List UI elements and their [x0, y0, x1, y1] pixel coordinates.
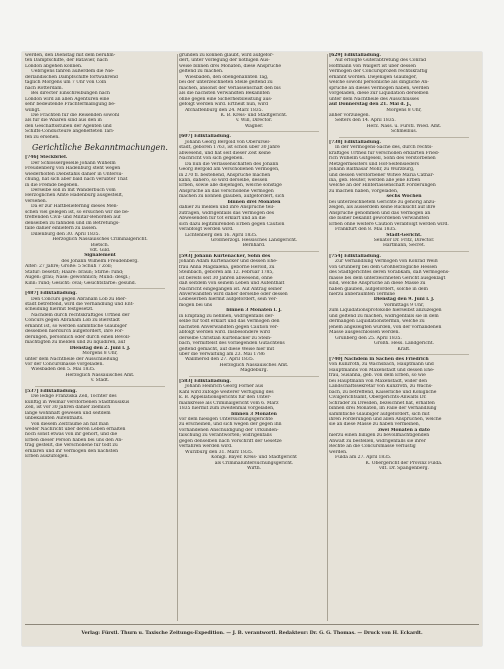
text-line: Von diesem Zeitraume an hat man: [31, 421, 109, 427]
text-line: schen viel gelegen ist, so ersuchen wir die be-: [25, 209, 130, 215]
text-line: ten Dampfschiffe, der Batavier, nach: [25, 58, 108, 64]
text-line: zum Liquidationsprotokolle hierselbst anzuzeigen: [329, 308, 442, 314]
text-line: derländischen Dampfschiffe fortwährend: [25, 74, 118, 80]
text-line: unter dem Nachtheile des Ausschlusses: [329, 96, 419, 102]
text-line: Herz. Nass. u. Fürstl. Wied. Amt.: [366, 123, 442, 129]
text-line: in die Fremde begeben.: [25, 182, 79, 188]
text-line: mögen bei uns: [179, 302, 213, 308]
text-line: [487] Ediktalladung.: [25, 291, 77, 297]
text-line: als die nächsten Verwandten Bekannten: [179, 91, 270, 97]
text-line: Nachricht eingegangen ist. Auf Antrag seiner: [179, 286, 282, 292]
text-line: sehr bedeutende Frachtermäßigung be-: [25, 102, 116, 108]
text-line: 1835 hiermit zum zweitenmal vorgeladen,: [179, 406, 275, 412]
text-line: lange wohnhaft gewesen und seitdem: [25, 410, 111, 416]
column-divider: [177, 54, 178, 621]
text-line: nächsten Anverwandten gegen Caution ver-: [179, 324, 279, 330]
text-line: hierzu einen billigen zu bevollmächtigenden: [329, 433, 430, 439]
text-line: Senator Dr. Fritz, Director.: [373, 237, 435, 243]
text-line: Alter: 27 Jahre; Größe: 5 Schuh 7 Zoll;: [25, 264, 113, 270]
text-line: machen zu können glauben, aufgefordert, sich: [179, 194, 285, 200]
text-line: Derselbe soll in mit Wanderbuch vom: [31, 187, 116, 193]
text-line: sich dazu legitimirenden Erben gegen Caution: [179, 221, 285, 227]
text-line: Da nun die Verlassenschaften des Johann: [185, 161, 279, 167]
text-line: zutragen, widrigenfalls das Vermögen des: [179, 210, 275, 216]
text-line: masse bei dem unterzeichneten Gericht ausgeklagt: [329, 275, 446, 281]
text-line: Morgens 8 Uhr,: [386, 107, 422, 113]
text-line: verabfolgt werden wird.: [179, 227, 234, 233]
text-line: zu machen haben, vorgeladen,: [329, 188, 399, 194]
text-line: Hartmann, Secret.: [382, 243, 426, 249]
text-line: Kahl wird zufolge weiterer Verfügung des: [179, 389, 274, 395]
text-line: anher vorzulegen.: [329, 112, 370, 118]
text-line: fälschung zu verantworten; widrigenfalls: [179, 433, 272, 439]
text-line: unbekannten Aufenthalts.: [25, 416, 84, 422]
text-line: Hoffmann von Wälgert ist über dessen: [329, 63, 416, 69]
text-line: Concurs gegen Abraham Löb zu Bierstadt: [25, 318, 120, 324]
text-line: die bisher bekannt gewordenen verwandten: [329, 216, 429, 222]
text-line: Johann Heinrich Georg Förner aus: [185, 384, 264, 390]
text-line: Ansprüche genommen und das Vermögen an: [329, 210, 431, 216]
text-line: fen zu ersehen.: [25, 134, 60, 140]
text-line: wiederholten Diebstahls dahier in Untersu-: [25, 171, 123, 177]
text-line: chung, hat sich aber bald nach verübter That: [25, 177, 128, 183]
text-line: frau Anna Magdalena, geborne Herold, zu: [179, 264, 275, 270]
text-line: Den Concurs gegen Abraham Löb zu Bier-: [31, 296, 127, 302]
text-line: [740] Nachdem in Sachen des Friedrich: [329, 357, 429, 363]
text-line: Wiesbaden den 5. Mai 1835.: [31, 367, 96, 373]
text-line: [607] Ediktalladung.: [179, 134, 231, 140]
text-line: über die Verwaltung am 23. Mai 1786: [179, 352, 265, 358]
text-line: Uebrigens fahren außerdem die Nie-: [31, 69, 115, 75]
text-line: versehen.: [25, 198, 48, 204]
text-line: von Kunzroth, zu Wachsbach, Hauptmann und: [329, 362, 434, 368]
text-line: Metzgermeisters und Hof-Seifensieders: [329, 161, 419, 167]
text-line: als für die Waaren sind aus den in: [25, 118, 102, 124]
text-line: Georg Bergold am Verschollenen Vermögen,: [179, 167, 280, 173]
text-line: sämmtliche Gläubiger aufgefordert, sich mit: [329, 411, 430, 417]
text-line: binnen drei Monaten: [227, 199, 281, 205]
text-line: gegen denselben nach Vorschrift der Gesetze: [179, 438, 282, 444]
text-line: Bietsch.: [90, 242, 110, 248]
text-line: desselben hierdurch aufgefordert, ihre For-: [25, 329, 124, 335]
text-line: [746] Steckbrief.: [25, 155, 68, 161]
text-line: werden, den Dienstag mit dem berühm-: [25, 53, 116, 58]
text-line: machen, ansonst der Verlassenschaft den bis: [179, 85, 281, 91]
text-line: [583] Ediktalladung.: [179, 378, 231, 384]
text-line: als Criminaluntersuchungsgericht.: [214, 460, 294, 466]
text-line: sie an diese Masse zu haben vermeinen,: [329, 422, 421, 428]
text-line: [629] Ediktalladung.: [329, 53, 381, 58]
text-line: derungen, persönlich oder durch einen Bevoll-: [25, 334, 131, 340]
text-line: ohne gegen eine Sicherheitsleistung aus-: [179, 96, 273, 102]
text-line: zwei Monaten a dato: [378, 427, 430, 433]
text-line: vorgeladen, diese zur Liquidation derselben: [329, 91, 429, 97]
text-line: bach, vermittelst des vorliegenden Gutachtens: [179, 341, 285, 347]
text-line: sprüche an dieses Vermögen haben, werden: [329, 85, 430, 91]
text-line: Leibeserben hiermit aufgefordert, sein Ver-: [179, 297, 278, 303]
text-line: Fulda am 27. April 1835.: [335, 455, 392, 461]
text-line: Königl. Bayer. Kreis- und Stadtgericht: [211, 455, 297, 461]
text-line: Nachdem durch rechtskräftiges Urtheil der: [31, 312, 130, 318]
text-line: Ansprüche an das verschollene Vermögen: [179, 188, 274, 194]
text-line: Statur: besetzt; Haare: braun; Stirne: rund;: [25, 269, 124, 275]
text-line: ina, geb. Reuter, werden alle jene Erben: [329, 177, 421, 183]
text-line: Steinbach, geboren am 12. Februar 1785,: [179, 270, 274, 276]
text-line: Schiffs-Conducteure angehefteten Tari-: [25, 129, 115, 135]
text-line: Grünberg den 25. April 1835.: [335, 335, 402, 341]
text-line: Anwalt zu bestellen, widrigenfalls sie ihrer: [329, 438, 426, 444]
text-line: abwesend, und hat seit dieser Zeit keine: [179, 150, 271, 156]
text-line: [754] Ediktalladung.: [329, 253, 381, 259]
notice-separator: [189, 376, 319, 377]
text-line: Lichtenberg den 16. April 1835.: [185, 232, 258, 238]
text-line: Wirth.: [246, 466, 262, 472]
text-line: geltend zu machen.: [179, 69, 224, 75]
notice-separator: [35, 386, 165, 387]
notice-separator: [35, 288, 165, 289]
text-line: daß seitdem von seinem Leben und Aufenthalt: [179, 281, 285, 287]
text-line: künftig in Weimar verstorbenen Stadtmusikus: [25, 399, 130, 405]
text-line: werden.: [329, 449, 348, 455]
text-line: Masse ausgeschlossen werden.: [329, 330, 400, 336]
notice-separator: [339, 137, 469, 138]
text-line: gründen zu können glaubt, wird aufgefor-: [179, 53, 274, 58]
text-line: London abgehen können.: [25, 63, 83, 69]
text-line: sind, welche Ansprüche an diese Masse zu: [329, 281, 426, 287]
text-line: Wiesbaden, den obengenannten Tag,: [185, 74, 269, 80]
text-line: Freudenberg von Hadenburg steht wegen: [25, 166, 121, 172]
text-line: Großherzogl. Hessisches Landgericht.: [210, 237, 298, 243]
text-line: Selters den 14. April 1835.: [335, 118, 396, 124]
text-line: Erben auszufolgen.: [25, 454, 69, 460]
text-line: kann, dahero, so wird derselbe, dessen: [179, 177, 268, 183]
text-line: geltend gemacht, auf diese Weise hier mit: [179, 346, 275, 352]
text-line: Signalement: [84, 253, 116, 259]
text-line: [738] Ediktalladung.: [329, 139, 381, 145]
text-line: k. B. Appellationsgerichts für den Unter-: [179, 395, 272, 401]
text-line: Zell, ist vor 30 Jahren dahier ziemlich: [25, 405, 111, 411]
text-line: v. Stadt.: [90, 378, 110, 384]
text-line: Herzoglich Nassauisches Amt.: [219, 362, 289, 368]
text-line: binnen 3 Monaten: [231, 411, 277, 417]
text-line: scheidung hiermit festgesetzt.: [25, 307, 94, 313]
text-line: hierzu anberaumten Termine: [329, 292, 395, 298]
text-line: Herzoglich Nassauisches Criminalgericht.: [52, 237, 148, 243]
section-heading: Gerichtliche Bekanntmachungen.: [32, 143, 168, 153]
text-line: den Geschäftsstuben der Agenten und: [25, 123, 112, 129]
text-line: erklären und ihr Vermögen den nächsten: [25, 448, 118, 454]
notice-separator: [339, 354, 469, 355]
text-line: Vormittags 9 Uhr,: [384, 302, 424, 308]
text-line: erkannt worden. Diejenigen Gläubiger,: [329, 74, 417, 80]
text-line: vor der Concursmasse vorgeladen.: [25, 362, 104, 368]
text-line: welche an der Hinterlassenschaft Forderungen: [329, 183, 436, 189]
text-line: binnen 3 Monaten l. J.: [226, 308, 282, 314]
text-line: und dessen verstorbener Witwe Maria Cathar-: [329, 172, 435, 178]
text-line: dert, unter Vorlegung der nöthigen Aus-: [179, 58, 270, 64]
text-line: Zur Verhandlung Vermögen von Konrad Weiß: [335, 259, 438, 265]
text-line: Morgens 8 Uhr,: [82, 351, 118, 357]
text-line: London wird an allen Agenturen eine: [25, 96, 110, 102]
text-line: bei unterzeichnetem Gerichte zu gehörig anzu-: [329, 199, 436, 205]
text-line: ist bereits seit 30 Jahren abwesend, ohne: [179, 275, 273, 281]
text-line: in 270 fl. bestehend, Ansprüche machen: [179, 172, 271, 178]
text-line: Civilgerichtsamt, Obergerichts-Anwalts Dr.: [329, 395, 427, 401]
text-line: Landschaftssekretär von Kunzroth, zu Wachs-: [329, 384, 433, 390]
text-line: mächtigten zu melden und zu liquidiren, auf: [25, 340, 126, 346]
column-1: [25, 53, 175, 622]
text-line: Nachricht von sich gegeben.: [179, 156, 244, 162]
text-line: Würzburg den 31. März 1835.: [185, 449, 254, 455]
text-line: rich Wilhelm Gutgesell, Sohn des verstorbenen: [329, 156, 436, 162]
text-line: Stadt-Gericht.: [386, 232, 422, 238]
text-line: binnen drei Monaten, im Falle der Verhandlung: [329, 406, 437, 412]
text-line: vdt. Dr. Spangenberg.: [379, 466, 429, 472]
text-line: Herzoglich Nassauisches Amt.: [65, 372, 135, 378]
text-line: bach, zu betreffend, Kaiserliche und Königliche: [329, 389, 437, 395]
text-line: dermaligen Liquidationstermin, welche zu: [329, 319, 425, 325]
text-line: denselben zu fahnden und im Betretungs-: [25, 220, 120, 226]
text-line: Hauptmanns von Maxenstadt und dessen Ehe-: [329, 367, 435, 373]
text-line: des Johann Wilhelm Freudenberg.: [61, 258, 139, 264]
text-line: Erben ohne weitere Caution verabfolgt werden wird.: [329, 221, 449, 227]
text-line: nach Rotterdam.: [25, 85, 63, 91]
text-line: sechs Wochen: [386, 194, 422, 200]
imprint-footer: [25, 624, 479, 643]
text-line: zu erscheinen, und sich wegen der gegen ihn: [179, 422, 282, 428]
column-divider: [327, 54, 328, 621]
text-line: weder Nachricht über deren Leben erhalten: [25, 427, 126, 432]
text-line: v. Will, Director.: [235, 118, 273, 124]
text-line: vor dem hiesigen Untersuchungsgerichte: [179, 417, 273, 422]
text-line: Dillenburg den 30. April 1835.: [31, 231, 100, 237]
notice-separator: [339, 251, 469, 252]
text-line: bei der unterzeichneten Stelle geltend zu: [179, 80, 273, 86]
text-line: Bernhard.: [242, 243, 266, 249]
text-line: falle dahier einliefern zu lassen.: [25, 226, 98, 232]
text-line: [537] Ediktalladung.: [25, 388, 77, 394]
text-line: Erben dieser Person haben bei uns den An-: [25, 437, 123, 443]
text-line: jenem angezeigten wurden, von der vorhandenen: [329, 324, 442, 330]
text-line: Vermögen der Concursprozeß rechtskräftig: [329, 69, 428, 75]
text-line: stadt, geboren 1763, ist schon über 30 Jahre: [179, 145, 280, 151]
text-line: haben glauben, aufgefordert, solche in dem: [329, 286, 428, 292]
text-line: verfahren werden wird.: [179, 444, 233, 450]
text-line: täglich Morgens um 7 Uhr von Cöln: [25, 80, 107, 86]
text-line: und geltend zu machen, widrigenfalls sie in dem: [329, 313, 439, 319]
text-line: Schmellius.: [390, 129, 418, 135]
text-line: Anverwandten wird daher derselbe oder dessen: [179, 292, 288, 298]
text-line: Wagner.: [244, 123, 264, 129]
text-line: weise binnen drei Monaten, diese Ansprüche: [179, 63, 281, 69]
text-line: Dienstag den 2. Juni l. J.: [69, 345, 131, 351]
text-line: Magdeburg.: [240, 368, 268, 374]
notice-separator: [189, 251, 319, 252]
text-line: kräftiges Urtheil für verschollen erklärten Fried-: [329, 150, 440, 156]
text-line: Kraft.: [397, 346, 411, 352]
text-line: vorhandenen Anschuldigung der Urkunden-: [179, 427, 279, 433]
text-line: K. B. Kreis- und Stadtgericht.: [220, 112, 288, 118]
text-line: stadt betreffend, wird die Verhandlung und Ent-: [25, 302, 134, 308]
text-line: In der Vermögens-Sache des, durch rechts-: [335, 145, 433, 151]
text-line: Johann Balthasar Mohr, zu Würzburg,: [329, 167, 415, 173]
text-line: Die ledige Franziska Zell, Tochter des: [31, 394, 117, 400]
text-line: Kinn: rund; Gesicht: oval; Gesichtsfarbe: gesund.: [25, 280, 137, 286]
text-line: Johann Georg Bergold von Oberursel-: [185, 139, 271, 145]
text-line: Afchaffenburg den 24. März 1835.: [185, 107, 263, 113]
text-line: Erben, sowie alle diejenigen, welche sonstige: [179, 183, 282, 189]
text-line: K. Obergericht der Provinz Fulda.: [365, 460, 443, 466]
text-line: zeigen, als ausserdem keine Rücksicht auf ihre: [329, 205, 436, 211]
text-line: Die Frachten für die Reisenden sowohl: [31, 112, 120, 118]
column-3: [329, 53, 479, 622]
column-2: [179, 53, 329, 622]
text-line: unter dem Nachtheile der Ausschließung: [25, 356, 119, 362]
text-line: bei Hauptmann von Maxenstadt, wider den: [329, 378, 428, 384]
text-line: Abwesenden für tot erklärt und an die: [179, 216, 266, 222]
text-line: Bei directer Einschreibungen nach: [31, 91, 110, 97]
text-line: Großh. Hess. Landgericht.: [374, 341, 434, 347]
text-line: Auf erfolgte Güterabtretung des Conrad: [335, 58, 426, 64]
text-line: Augen: grau; Nase: gewöhnlich; Mund: desgl.;: [25, 275, 131, 281]
text-line: auf Donnerstag den 21. Mai d. J.,: [329, 102, 412, 108]
text-line: in Empfang zu nehmen, widrigenfalls der-: [179, 313, 274, 319]
text-line: trag gestellt, die Verschollene für todt zu: [25, 443, 118, 449]
newspaper-page: [22, 52, 482, 646]
imprint-line: Verlag: Fürstl. Thurn u. Taxische Zeitungs-Expedition. — J. B. verantwortl. Redakteur: Dr. G. G. Thomas. — Druck von H. Eckardt.: [81, 630, 423, 636]
text-line: Schrader zu Dresden, bezeichnet hat, erhalten: [329, 400, 435, 406]
text-line: derselbe Christian Kurtenacker zu Stein-: [179, 335, 272, 341]
text-line: [593] Johann Kurtenacker, Sohn des: [179, 253, 271, 259]
text-line: selbe für todt erklärt und das Vermögen den: [179, 319, 280, 325]
text-line: frau, Susanna, geb. von dem Erben, so wie: [329, 373, 426, 379]
text-line: Johann Adam Kurtenacker und dessen Ehe-: [179, 259, 278, 265]
text-line: abfolgt werden wird. Insbesondere wird: [179, 330, 270, 336]
text-line: von Grünberg bei dem Großherzogliche Hessen: [329, 264, 438, 270]
text-line: noch sonst etwas von ihr gehört, und die: [25, 432, 118, 438]
text-line: mainkreise als Criminalgericht vom 6. März: [179, 400, 279, 406]
text-line: des Stadtgerichtes deren Vorabkam, daß Vermögens-: [329, 270, 450, 276]
text-line: Der Schlossergeselle Johann Wilhelm: [31, 160, 116, 166]
text-line: dahier zu melden und ihre Ansprüche teil-: [179, 205, 275, 211]
text-line: Rechte an die Concursmasse verlustig: [329, 444, 416, 450]
text-line: Herzoglichen Amte Hadenburg ausgestellt,: [25, 193, 124, 199]
text-line: treffenden Civil- und Militär-Behörden auf: [25, 215, 121, 221]
text-line: vdt. Gild.: [89, 247, 111, 253]
text-line: gefolgt werden wird. Ertheilt nun, wird: [179, 102, 268, 108]
text-line: Dienstag den 9. Juni l. J.: [373, 297, 435, 303]
text-line: erkannt ist, so werden sämmtliche Gläubiger: [25, 323, 127, 329]
text-line: Frankfurt den 8. Mai 1835.: [335, 227, 397, 233]
text-line: ihren Forderungen und allen Ansprüchen, welche: [329, 417, 442, 422]
text-line: Wallmerod den 27. April 1835.: [185, 357, 255, 363]
text-line: willigt.: [25, 107, 41, 113]
notice-separator: [189, 131, 319, 132]
text-line: welche sowohl persönliche als dingliche An-: [329, 80, 429, 86]
text-line: Da er zur Haftbeliefernng dieses Men-: [31, 204, 119, 210]
